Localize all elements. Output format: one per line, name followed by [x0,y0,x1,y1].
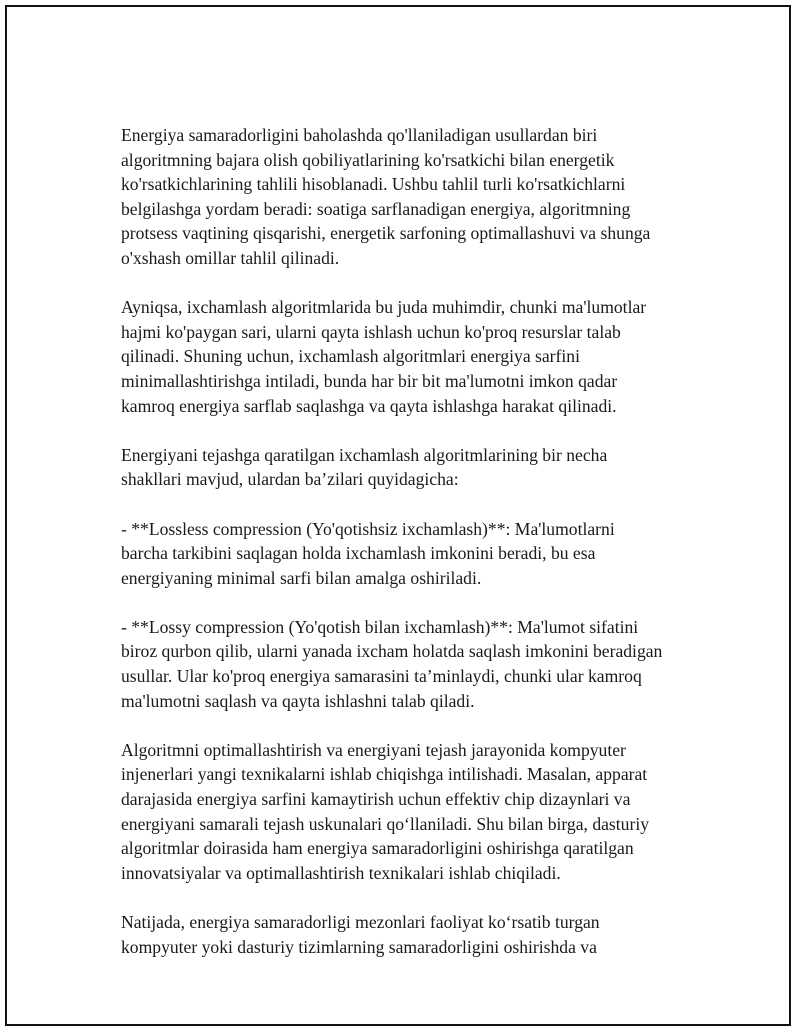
text-line: darajasida energiya sarfini kamaytirish uchun effektiv chip dizaynlari va [121,789,631,810]
paragraph [121,123,701,271]
text-line: qilinadi. Shuning uchun, ixchamlash algoritmlari energiya sarfini [121,346,580,367]
text-line: Ayniqsa, ixchamlash algoritmlarida bu juda muhimdir, chunki ma'lumotlar [121,297,647,318]
text-line: - **Lossy compression (Yo'qotish bilan ixchamlash)**: Ma'lumot sifatini [121,616,639,637]
text-line: biroz qurbon qilib, ularni yanada ixcham holatda saqlash imkonini beradigan [121,641,663,662]
text-line: minimallashtirishga intiladi, bunda har bir bit ma'lumotni imkon qadar [121,370,618,391]
text-line: usullar. Ular ko'proq energiya samarasini ta’minlaydi, chunki ular kamroq [121,666,642,687]
text-line: injenerlari yangi texnikalarni ishlab chiqishga intilishadi. Masalan, apparat [121,764,648,785]
text-line: Natijada, energiya samaradorligi mezonlari faoliyat ko‘rsatib turgan [121,912,600,932]
text-line: Energiya samaradorligini baholashda qo'llaniladigan usullardan biri [121,125,598,145]
text-line: Algoritmni optimallashtirish va energiyani tejash jarayonida kompyuter [121,739,626,760]
text-line: energiyani samarali tejash uskunalari qo‘llaniladi. Shu bilan birga, dasturiy [121,813,650,834]
text-line: ko'rsatkichlarining tahlili hisoblanadi. Ushbu tahlil turli ko'rsatkichlarni [121,174,626,195]
paragraph [121,738,701,886]
list-item-paragraph [121,615,701,713]
paragraph [121,910,701,959]
document-body [121,123,701,984]
text-line: kompyuter yoki dasturiy tizimlarning samaradorligini oshirishda va [121,936,597,957]
list-item-paragraph [121,517,701,591]
text-line: o'xshash omillar tahlil qilinadi. [121,247,340,268]
text-line: algoritmning bajara olish qobiliyatlarining ko'rsatkichi bilan energetik [121,149,615,170]
text-line: innovatsiyalar va optimallashtirish texnikalari ishlab chiqiladi. [121,862,561,883]
text-line: barcha tarkibini saqlagan holda ixchamlash imkonini beradi, bu esa [121,543,596,564]
text-line: Energiyani tejashga qaratilgan ixchamlash algoritmlarining bir necha [121,444,608,465]
text-line: shakllari mavjud, ulardan ba’zilari quyidagicha: [121,469,459,490]
document-page [5,5,791,1026]
paragraph [121,443,701,492]
text-line: hajmi ko'paygan sari, ularni qayta ishlash uchun ko'proq resurslar talab [121,321,621,342]
paragraph [121,295,701,418]
text-line: energiyaning minimal sarfi bilan amalga oshiriladi. [121,567,482,588]
text-line: algoritmlar doirasida ham energiya samaradorligini oshirishga qaratilgan [121,838,634,859]
text-line: kamroq energiya sarflab saqlashga va qayta ishlashga harakat qilinadi. [121,395,617,416]
text-line: belgilashga yordam beradi: soatiga sarflanadigan energiya, algoritmning [121,198,631,219]
text-line: ma'lumotni saqlash va qayta ishlashni talab qiladi. [121,690,475,711]
text-line: protsess vaqtining qisqarishi, energetik sarfoning optimallashuvi va shunga [121,223,651,244]
text-line: - **Lossless compression (Yo'qotishsiz ixchamlash)**: Ma'lumotlarni [121,518,615,539]
